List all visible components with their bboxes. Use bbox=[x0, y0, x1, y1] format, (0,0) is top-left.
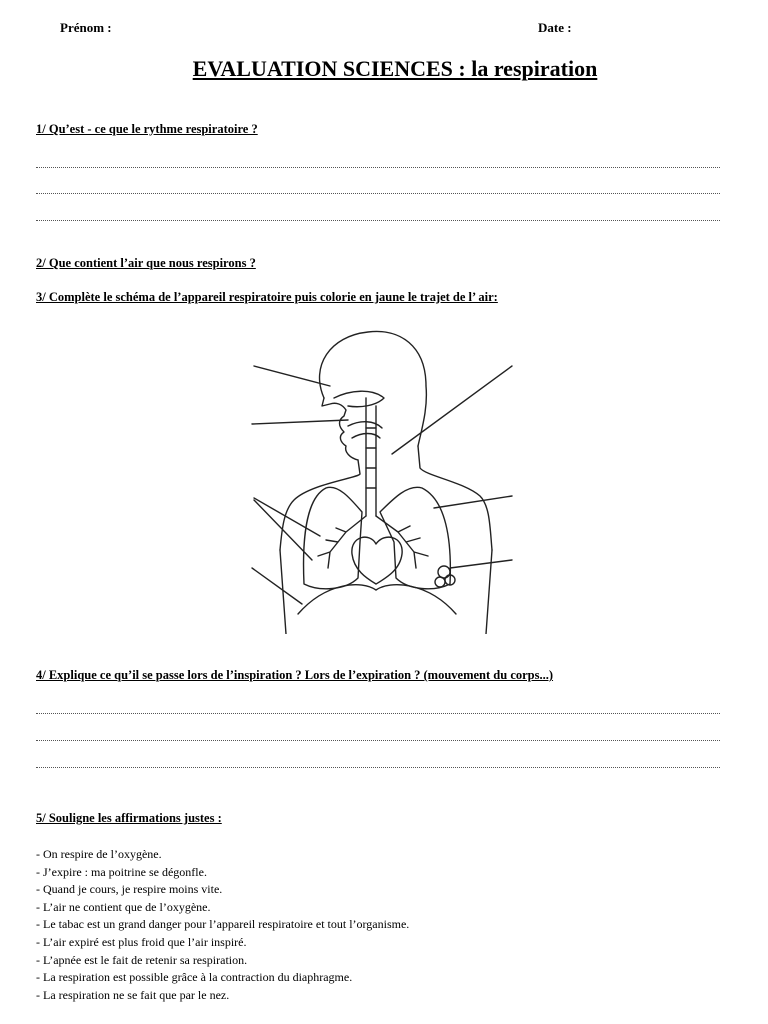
statement-item[interactable]: - La respiration ne se fait que par le nez. bbox=[36, 987, 230, 1002]
label-line-diaphragm[interactable] bbox=[252, 568, 302, 604]
answer-line-4c[interactable] bbox=[36, 767, 720, 768]
answer-line-1c[interactable] bbox=[36, 220, 720, 221]
statement-item[interactable]: - Quand je cours, je respire moins vite. bbox=[36, 882, 223, 897]
statement-item[interactable]: - L’apnée est le fait de retenir sa respiration. bbox=[36, 952, 248, 967]
statement-item[interactable]: - J’expire : ma poitrine se dégonfle. bbox=[36, 864, 207, 879]
question-2: 2/ Que contient l’air que nous respirons ? bbox=[36, 256, 256, 270]
statement-item[interactable]: - L’air expiré est plus froid que l’air inspiré. bbox=[36, 934, 247, 949]
date-label: Date : bbox=[538, 20, 572, 35]
statement-item[interactable]: - Le tabac est un grand danger pour l’appareil respiratoire et tout l’organisme. bbox=[36, 917, 410, 932]
answer-line-4a[interactable] bbox=[36, 713, 720, 714]
page-title: EVALUATION SCIENCES : la respiration bbox=[192, 56, 598, 81]
respiratory-system-diagram bbox=[250, 328, 522, 634]
question-5: 5/ Souligne les affirmations justes : bbox=[36, 811, 222, 825]
statement-item[interactable]: - La respiration est possible grâce à la contraction du diaphragme. bbox=[36, 970, 353, 985]
statement-item[interactable]: - On respire de l’oxygène. bbox=[36, 847, 162, 861]
question-3: 3/ Complète le schéma de l’appareil respiratoire puis colorie en jaune le trajet de l’ air: bbox=[36, 290, 498, 304]
statement-item[interactable]: - L’air ne contient que de l’oxygène. bbox=[36, 899, 211, 914]
label-line-bronchi[interactable] bbox=[254, 498, 320, 536]
question-4: 4/ Explique ce qu’il se passe lors de l’inspiration ? Lors de l’expiration ? (mouvement du corps...) bbox=[36, 668, 554, 682]
label-line-alveoli[interactable] bbox=[450, 560, 512, 568]
prenom-label: Prénom : bbox=[60, 20, 112, 35]
answer-line-4b[interactable] bbox=[36, 740, 720, 741]
label-line-lung[interactable] bbox=[434, 496, 512, 508]
label-line-mouth[interactable] bbox=[252, 420, 348, 424]
label-line-trachea[interactable] bbox=[392, 366, 512, 454]
answer-line-1a[interactable] bbox=[36, 167, 720, 168]
left-lung bbox=[304, 487, 362, 588]
statements-list bbox=[36, 846, 409, 1004]
label-line-nose[interactable] bbox=[254, 366, 330, 386]
question-1: 1/ Qu’est - ce que le rythme respiratoire ? bbox=[36, 122, 258, 136]
head-outline bbox=[320, 331, 427, 446]
answer-line-1b[interactable] bbox=[36, 193, 720, 194]
